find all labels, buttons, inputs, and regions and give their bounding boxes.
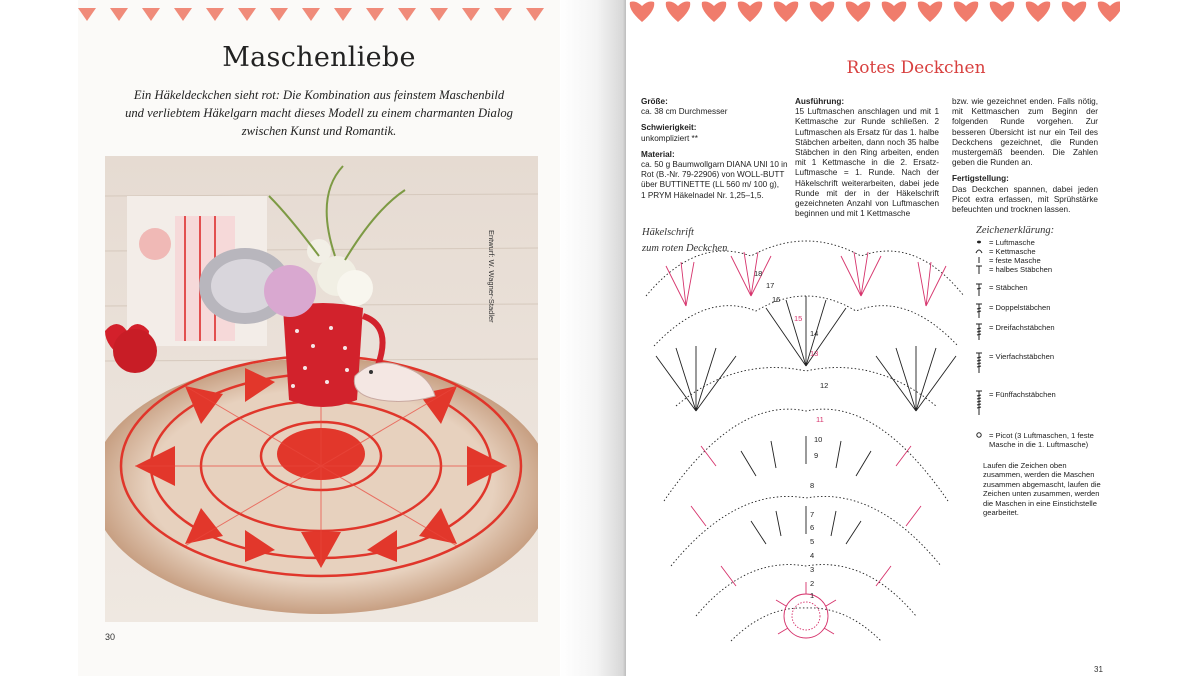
execution-continued: bzw. wie gezeichnet enden. Falls nötig, mit Kettmaschen zum Beginn der folgenden Runde vorgehen. Zur besseren Übersicht ist nur ein Teil des Deckchens gezeichnet, die Runden mustergemäß beenden. Die Zahlen geben die Runden an. xyxy=(952,97,1098,168)
legend-text: = Dreifachstäbchen xyxy=(989,323,1055,332)
round-number: 13 xyxy=(810,349,819,358)
pattern-title: Rotes Deckchen xyxy=(846,58,986,78)
legend-text: = Fünffachstäbchen xyxy=(989,390,1056,399)
legend-item xyxy=(972,323,1120,341)
bunting-decoration xyxy=(78,6,560,24)
page-number: 31 xyxy=(1094,665,1103,674)
round-number: 10 xyxy=(814,435,823,444)
round-number: 15 xyxy=(794,314,803,323)
material-line: ca. 50 g Baumwollgarn DIANA UNI 10 in xyxy=(641,160,788,170)
round-number: 7 xyxy=(810,510,815,519)
material-line: über BUTTINETTE (LL 560 m/ 100 g), xyxy=(641,180,780,190)
right-page xyxy=(626,0,1120,676)
legend-text: = halbes Stäbchen xyxy=(989,265,1053,274)
round-number: 14 xyxy=(810,329,819,338)
material-label: Material: xyxy=(641,149,675,159)
legend-text: = Luftmasche xyxy=(989,238,1035,247)
legend-item xyxy=(972,390,1120,416)
legend-item xyxy=(972,431,1120,449)
doily-photo xyxy=(105,156,538,622)
execution-text: 15 Luftmaschen anschlagen und mit 1 Kettmasche zur Runde schließen. 2 Luftmaschen als Ersatz für das 1. halbe Stäbchen arbeiten, dann noch 35 halbe Stäbchen in den Ring arbeiten, enden mit 1 Kettmasche in die 2. Ersatz-Luftmasche = 1. Runde. Nach der Häkelschrift weiterarbeiten, dabei jede Runde mit der in der Häkelschrift gezeichneten Anzahl von Luftmaschen beginnen und mit 1 Kettmasche xyxy=(795,107,939,219)
round-number: 8 xyxy=(810,481,815,490)
page-number: 30 xyxy=(105,632,116,642)
material-line: Rot (B.-Nr. 79-22906) von WOLL-BUTT xyxy=(641,170,785,180)
left-page xyxy=(78,0,560,676)
book-gutter xyxy=(560,0,626,676)
legend-text: = Stäbchen xyxy=(989,283,1028,292)
legend-item xyxy=(972,303,1120,319)
legend-item xyxy=(972,247,1120,256)
legend-text: = Kettmasche xyxy=(989,247,1036,256)
chain-stitch-icon xyxy=(972,238,986,246)
slip-stitch-icon xyxy=(972,247,986,255)
round-number: 4 xyxy=(810,551,815,560)
legend-item xyxy=(972,265,1120,275)
diagram-label-line: zum roten Deckchen xyxy=(642,243,728,254)
page-title: Maschenliebe xyxy=(222,42,416,73)
heart-bunting-decoration xyxy=(626,0,1120,24)
legend-title: Zeichenerklärung: xyxy=(976,225,1055,236)
round-number: 11 xyxy=(816,415,824,424)
round-number: 6 xyxy=(810,523,815,532)
execution-label: Ausführung: xyxy=(795,97,845,106)
legend-note: Laufen die Zeichen oben zusammen, werden die Maschen zusammen abgemascht, laufen die Zeichen unten zusammen, werden die Maschen in eine Einstichstelle gearbeitet. xyxy=(983,461,1101,518)
intro-line: Ein Häkeldeckchen sieht rot: Die Kombination aus feinstem Maschenbild xyxy=(133,88,505,102)
quadruple-treble-icon xyxy=(972,352,986,374)
legend-item xyxy=(972,238,1120,247)
legend xyxy=(972,225,1120,518)
double-crochet-icon xyxy=(972,283,986,297)
legend-text: = feste Masche xyxy=(989,256,1041,265)
round-number: 3 xyxy=(810,565,815,574)
specs-column xyxy=(641,97,789,207)
size-label: Größe: xyxy=(641,97,668,106)
round-number: 17 xyxy=(766,281,775,290)
treble-crochet-icon xyxy=(972,303,986,319)
crochet-chart xyxy=(636,236,976,656)
intro-line: zwischen Kunst und Romantik. xyxy=(241,124,397,138)
picot-icon xyxy=(972,431,986,439)
round-number: 18 xyxy=(754,269,763,278)
round-number: 1 xyxy=(810,591,815,600)
diagram-label-line: Häkelschrift xyxy=(642,227,694,238)
photo-credit: Entwurf: W. Wagner-Stadler xyxy=(487,230,496,323)
round-number: 2 xyxy=(810,579,815,588)
half-double-crochet-icon xyxy=(972,265,986,275)
round-number: 12 xyxy=(820,381,829,390)
execution-column xyxy=(795,97,939,219)
difficulty-value: unkompliziert ** xyxy=(641,133,698,143)
intro-text xyxy=(118,86,520,140)
single-crochet-icon xyxy=(972,256,986,264)
legend-text: = Vierfachstäbchen xyxy=(989,352,1055,361)
legend-item xyxy=(972,352,1120,374)
round-number: 16 xyxy=(772,295,781,304)
legend-text: = Picot (3 Luftmaschen, 1 feste Masche in die 1. Luftmasche) xyxy=(989,431,1094,449)
difficulty-label: Schwierigkeit: xyxy=(641,123,697,133)
round-number: 5 xyxy=(810,537,815,546)
round-number: 9 xyxy=(814,451,819,460)
triple-treble-icon xyxy=(972,323,986,341)
legend-item xyxy=(972,256,1120,265)
finishing-label: Fertigstellung: xyxy=(952,174,1009,184)
finishing-column xyxy=(952,97,1098,215)
legend-text: = Doppelstäbchen xyxy=(989,303,1051,312)
quintuple-treble-icon xyxy=(972,390,986,416)
finishing-text: Das Deckchen spannen, dabei jeden Picot extra erfassen, mit Sprühstärke befeuchten und trocknen lassen. xyxy=(952,184,1098,215)
legend-item xyxy=(972,283,1120,297)
material-line: 1 PRYM Häkelnadel Nr. 1,25–1,5. xyxy=(641,190,764,200)
size-value: ca. 38 cm Durchmesser xyxy=(641,107,728,117)
intro-line: und verliebtem Häkelgarn macht dieses Modell zu einem charmanten Dialog xyxy=(125,106,513,120)
